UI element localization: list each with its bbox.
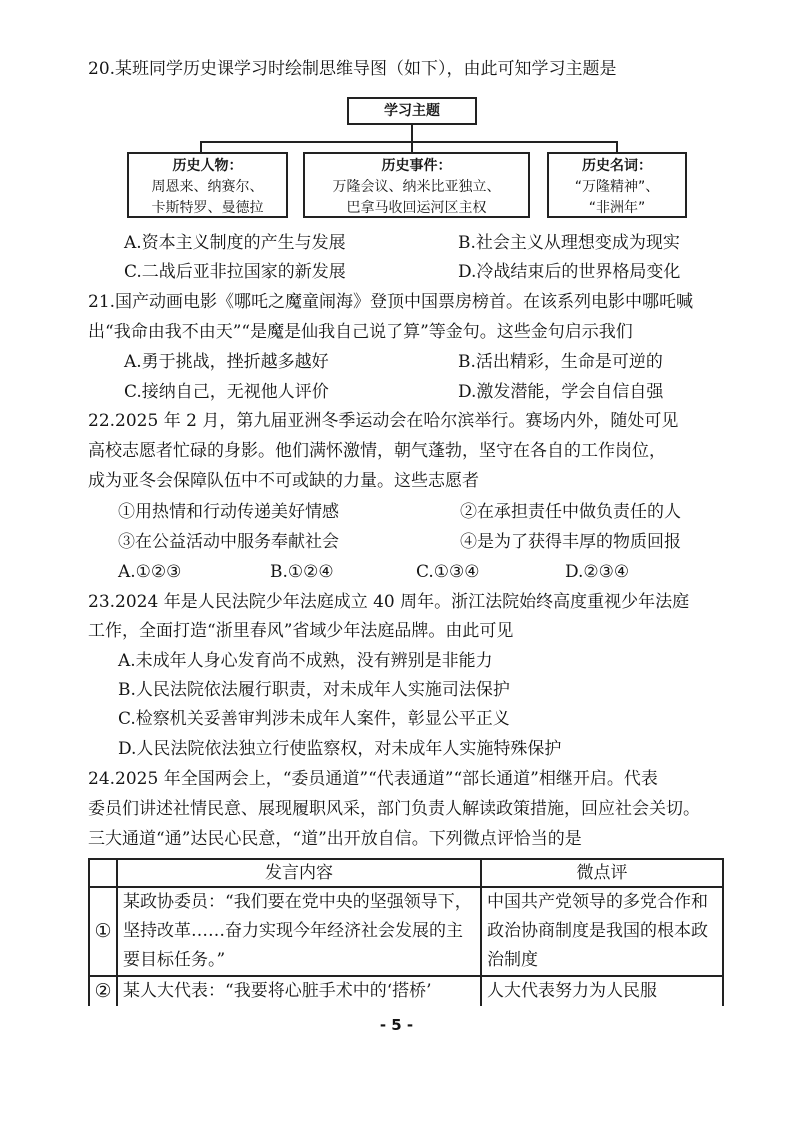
q22-option-c: C.①③④ — [416, 562, 480, 582]
q22-option-b: B.①②④ — [270, 562, 334, 582]
table-header-row — [89, 859, 723, 887]
q22-option-d: D.②③④ — [565, 562, 630, 582]
q22-stem-line2: 高校志愿者忙碌的身影。他们满怀激情，朝气蓬勃，坚守在各自的工作岗位， — [88, 441, 666, 461]
q24-stem-line2: 委员们讲述社情民意、展现履职风采，部门负责人解读政策措施，回应社会关切。 — [88, 799, 700, 819]
branch-line: 周恩来、纳赛尔、 — [151, 179, 264, 195]
q21-option-d: D.激发潜能，学会自信自强 — [458, 382, 664, 402]
q23-option-a: A.未成年人身心发育尚不成熟，没有辨别是非能力 — [118, 651, 493, 671]
q20-option-c: C.二战后亚非拉国家的新发展 — [124, 262, 346, 282]
q22-item-4: ④是为了获得丰厚的物质回报 — [460, 532, 681, 552]
mindmap-root: 学习主题 — [347, 97, 477, 125]
q22-stem-line1: 22.2025 年 2 月，第九届亚洲冬季运动会在哈尔滨举行。赛场内外，随处可见 — [88, 411, 679, 431]
q23-option-b: B.人民法院依法履行职责，对未成年人实施司法保护 — [118, 680, 510, 700]
q21-option-c: C.接纳自己，无视他人评价 — [124, 382, 329, 402]
q23-option-d: D.人民法院依法独立行使监察权，对未成年人实施特殊保护 — [118, 739, 562, 759]
table-header-blank — [89, 859, 117, 887]
mindmap-connector — [200, 141, 618, 143]
q22-stem-line3: 成为亚冬会保障队伍中不可或缺的力量。这些志愿者 — [88, 471, 479, 491]
row-speech: 某人大代表：“我要将心脏手术中的‘搭桥’ — [117, 976, 481, 1006]
q23-stem-line1: 23.2024 年是人民法院少年法庭成立 40 周年。浙江法院始终高度重视少年法庭 — [88, 592, 690, 612]
row-number: ② — [89, 976, 117, 1006]
mindmap-branch-events — [303, 152, 530, 218]
q24-table — [88, 858, 724, 1006]
q21-stem-line2: 出“我命由我不由天”“是魔是仙我自己说了算”等金句。这些金句启示我们 — [88, 322, 633, 342]
page-number: - 5 - — [379, 1016, 414, 1034]
table-row — [89, 976, 723, 1006]
q22-item-2: ②在承担责任中做负责任的人 — [460, 502, 681, 522]
branch-line: 万隆会议、纳米比亚独立、 — [332, 179, 501, 195]
branch-line: 巴拿马收回运河区主权 — [346, 200, 487, 216]
branch-line: 卡斯特罗、曼德拉 — [151, 200, 264, 216]
row-comment: 人大代表努力为人民服 — [481, 976, 723, 1006]
q22-option-a: A.①②③ — [118, 562, 182, 582]
table-header-comment: 微点评 — [481, 859, 723, 887]
q22-item-3: ③在公益活动中服务奉献社会 — [118, 532, 339, 552]
q22-item-1: ①用热情和行动传递美好情感 — [118, 502, 339, 522]
row-speech: 某政协委员：“我们要在党中央的坚强领导下，坚持改革……奋力实现今年经济社会发展的主要目标任务。” — [117, 887, 481, 976]
branch-title: 历史名词： — [582, 158, 652, 174]
q23-stem-line2: 工作，全面打造“浙里春风”省域少年法庭品牌。由此可见 — [88, 621, 514, 641]
q21-option-a: A.勇于挑战，挫折越多越好 — [124, 352, 329, 372]
branch-line: “非洲年” — [588, 200, 646, 216]
q20-option-b: B.社会主义从理想变成为现实 — [458, 233, 680, 253]
q23-option-c: C.检察机关妥善审判涉未成年人案件，彰显公平正义 — [118, 709, 510, 729]
table-row — [89, 887, 723, 976]
q20-stem: 20.某班同学历史课学习时绘制思维导图（如下），由此可知学习主题是 — [88, 59, 617, 79]
mindmap-connector — [411, 125, 413, 142]
branch-title: 历史事件： — [381, 158, 452, 174]
table-header-speech: 发言内容 — [117, 859, 481, 887]
branch-title: 历史人物： — [172, 158, 243, 174]
row-comment: 中国共产党领导的多党合作和政治协商制度是我国的根本政治制度 — [481, 887, 723, 976]
q20-option-d: D.冷战结束后的世界格局变化 — [458, 262, 681, 282]
row-number: ① — [89, 887, 117, 976]
q21-option-b: B.活出精彩，生命是可逆的 — [458, 352, 663, 372]
q21-stem-line1: 21.国产动画电影《哪吒之魔童闹海》登顶中国票房榜首。在该系列电影中哪吒喊 — [88, 292, 694, 312]
q24-stem-line3: 三大通道“通”达民心民意，“道”出开放自信。下列微点评恰当的是 — [88, 829, 582, 849]
branch-line: “万隆精神”、 — [574, 179, 660, 195]
q24-stem-line1: 24.2025 年全国两会上，“委员通道”“代表通道”“部长通道”相继开启。代表 — [88, 769, 658, 789]
q20-option-a: A.资本主义制度的产生与发展 — [124, 233, 346, 253]
mindmap-branch-figures — [127, 152, 288, 218]
mindmap-branch-terms — [547, 152, 687, 218]
